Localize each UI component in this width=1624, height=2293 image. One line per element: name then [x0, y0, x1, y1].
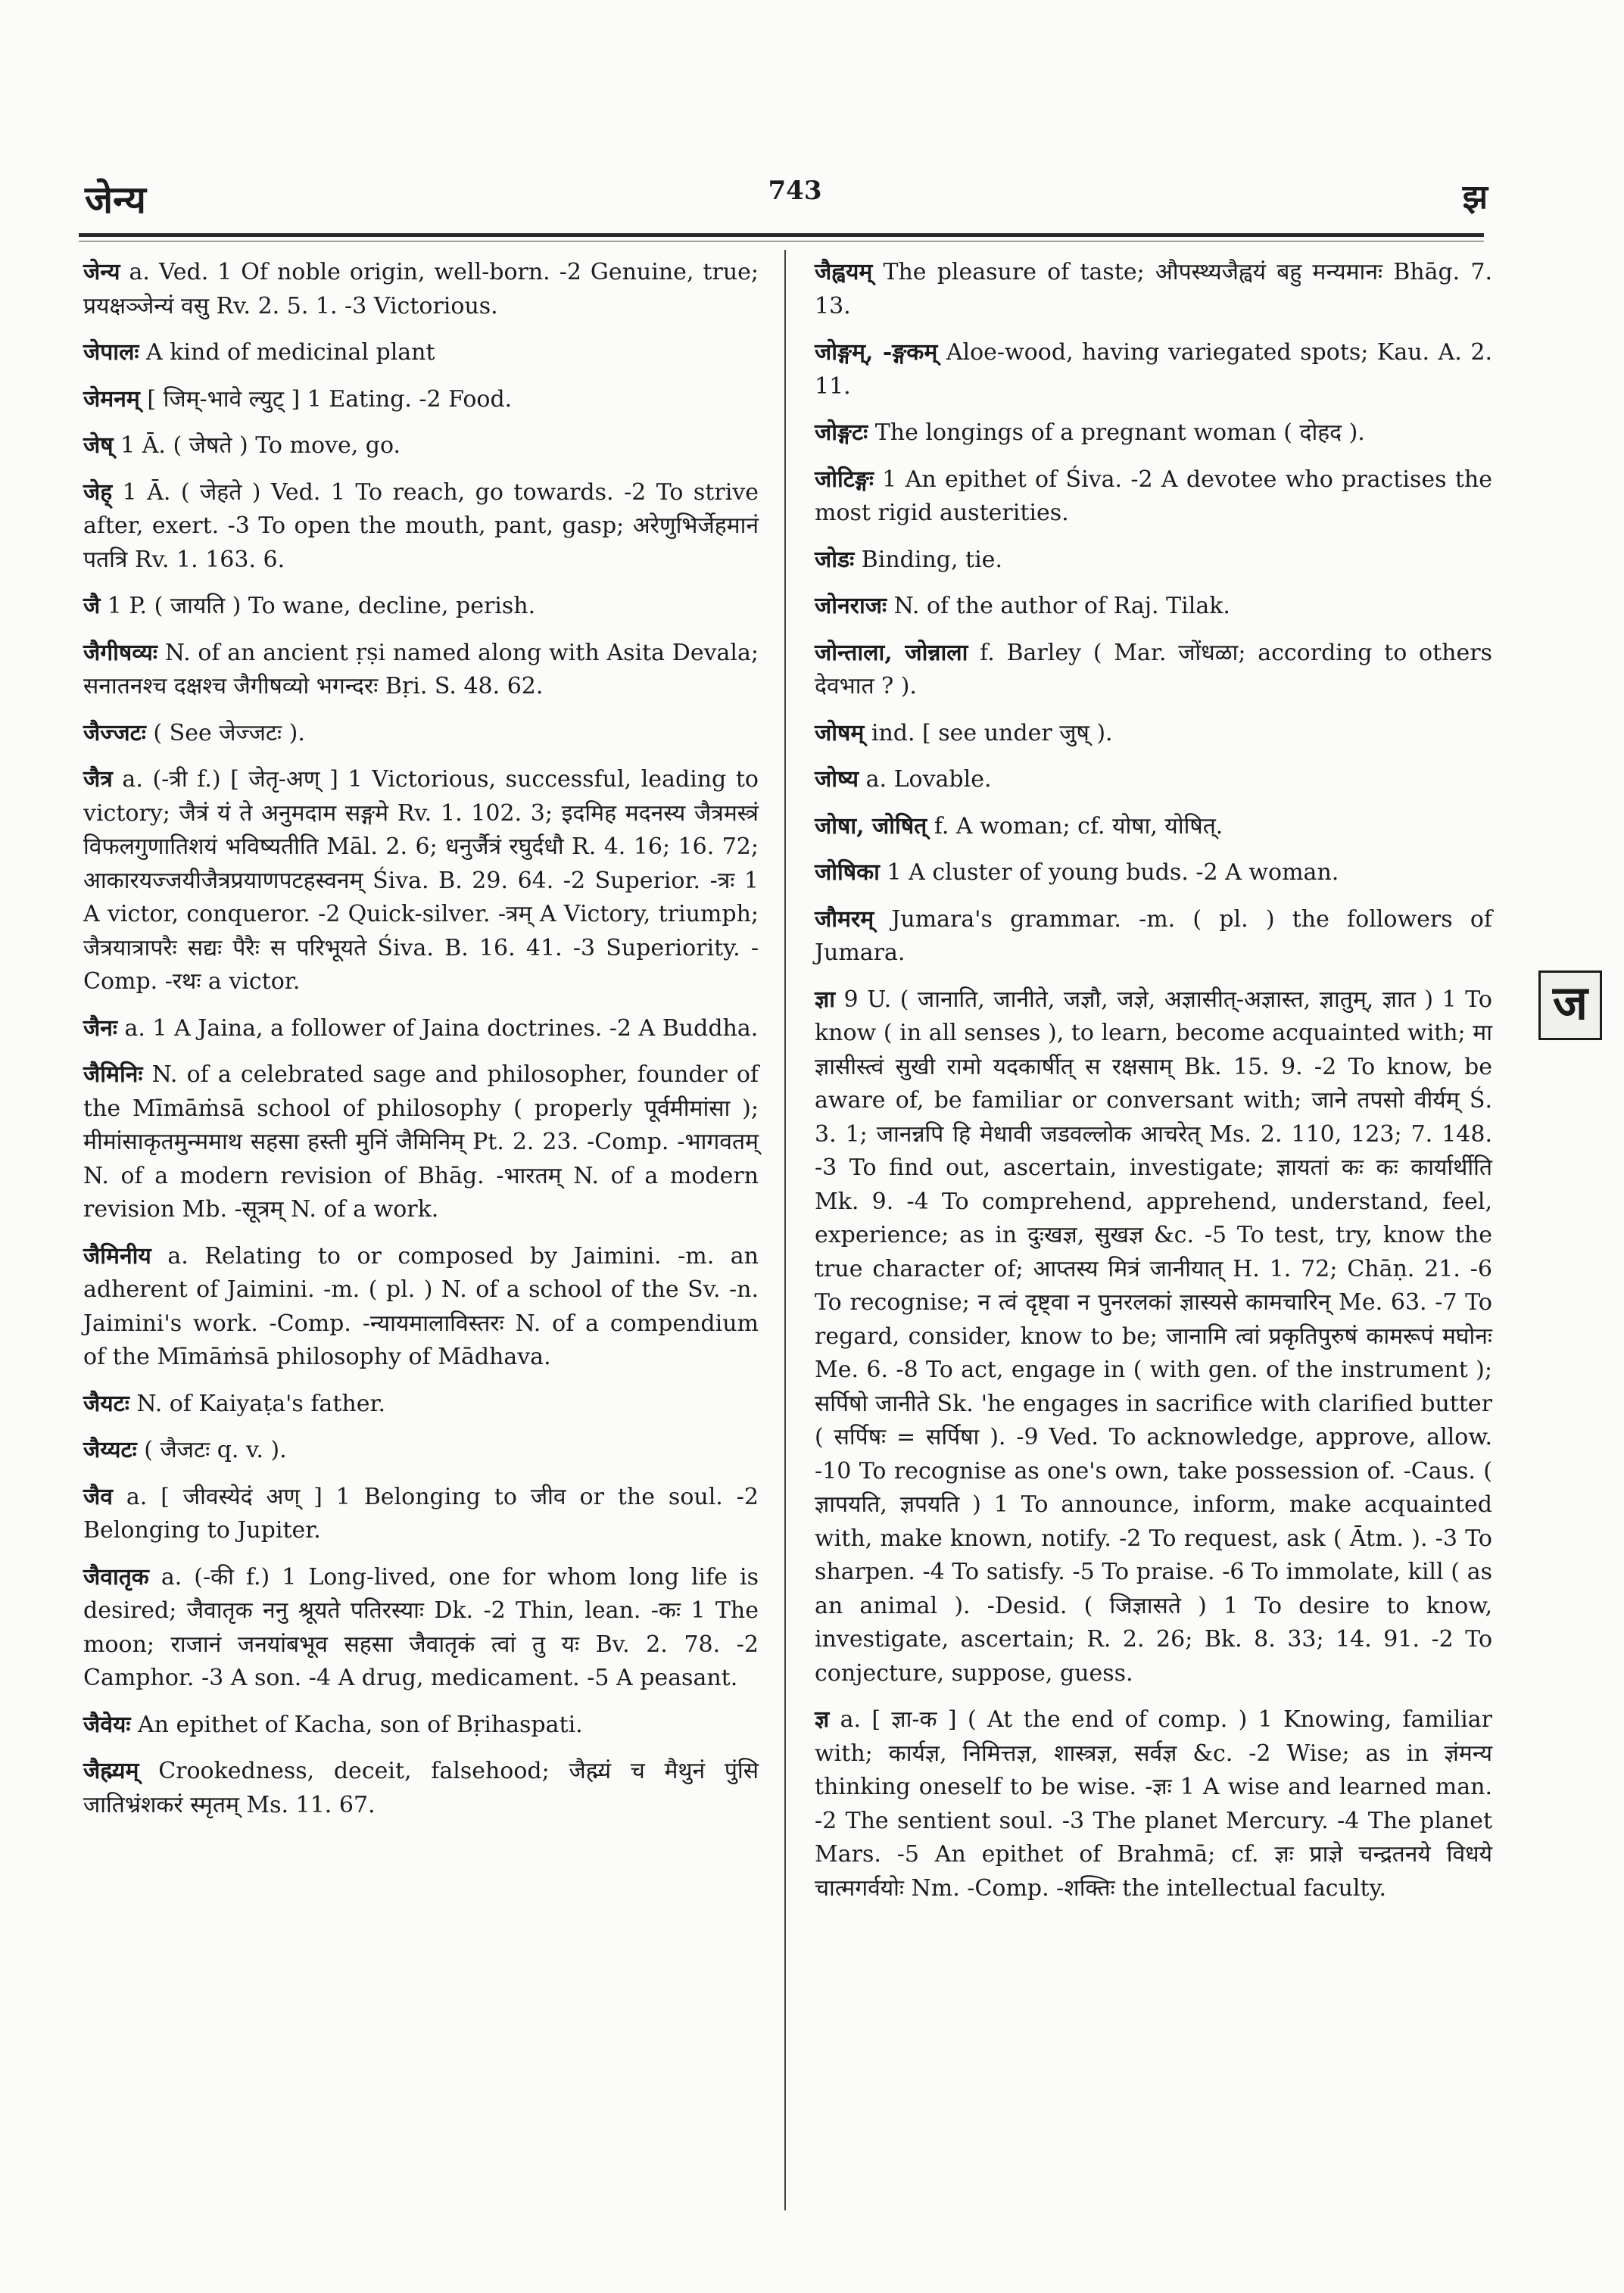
headword: जोङ्गम्, -ङ्गकम्: [815, 339, 938, 366]
dictionary-entry: [815, 856, 1492, 890]
definition-text: a. Ved. 1 Of noble origin, well-born. -2 Genuine, true; प्रयक्षञ्जेन्यं वसु Rv. 2. 5. 1. -3 Victorious.: [83, 259, 759, 319]
definition-text: [ जिम्-भावे ल्युट् ] 1 Eating. -2 Food.: [139, 385, 513, 413]
page-number: 743: [768, 176, 822, 206]
definition-text: N. of an ancient ṛṣi named along with Asita Devala; सनातनश्च दक्षश्च जैगीषव्यो भगन्दरः Bṛi. S. 48. 62.: [83, 639, 759, 699]
dictionary-entry: [815, 763, 1492, 797]
headword: जोष्य: [815, 766, 859, 793]
definition-text: 1 A cluster of young buds. -2 A woman.: [879, 859, 1339, 886]
dictionary-entry: [83, 476, 759, 578]
definition-text: 1 An epithet of Śiva. -2 A devotee who practises the most rigid austerities.: [815, 466, 1492, 526]
headword: जै: [83, 593, 101, 619]
headword: जैगीषव्यः: [83, 639, 157, 666]
guide-letter-right: झ: [1462, 178, 1488, 217]
headword: जैह्वयम्: [815, 259, 873, 285]
dictionary-entry: [815, 983, 1492, 1691]
definition-text: The longings of a pregnant woman ( दोहद ).: [868, 419, 1365, 446]
right-column: [815, 256, 1492, 1918]
headword: जेष्: [83, 432, 114, 459]
column-divider: [784, 250, 786, 2210]
definition-text: Jumara's grammar. -m. ( pl. ) the followers of Jumara.: [815, 905, 1492, 966]
header-rule-thick: [79, 233, 1484, 237]
dictionary-entry: [83, 429, 759, 463]
definition-text: ind. [ see under जुष् ).: [864, 719, 1113, 746]
dictionary-entry: [83, 1709, 759, 1743]
dictionary-entry: [83, 336, 759, 370]
definition-text: 1 Ā. ( जेषते ) To move, go.: [113, 432, 401, 459]
headword: जेह्: [83, 478, 113, 506]
dictionary-entry: [83, 1434, 759, 1468]
dictionary-entry: [83, 383, 759, 417]
headword: जैव: [83, 1483, 113, 1510]
headword: ज्ञ: [815, 1706, 830, 1733]
dictionary-entry: [83, 1755, 759, 1822]
dictionary-entry: [83, 1240, 759, 1375]
definition-text: N. of a celebrated sage and philosopher, founder of the Mīmāṁsā school of philosophy ( properly पूर्वमीमांसा ); मीमांसाकृतमुन्ममाथ सहसा हस्ती मुनिं जैमिनिम् Pt. 2. 23. -Comp. -भागवतम् N. of a modern revision of Bhāg. -भारतम् N. of a modern revision Mb. -सूत्रम् N. of a work.: [83, 1061, 759, 1223]
dictionary-entry: [815, 810, 1492, 844]
headword: जोषिका: [815, 859, 880, 886]
dictionary-entry: [83, 590, 759, 624]
dictionary-entry: [815, 416, 1492, 450]
dictionary-entry: [815, 590, 1492, 624]
definition-text: a. Lovable.: [859, 766, 992, 793]
dictionary-entry: [815, 256, 1492, 323]
definition-text: Crookedness, deceit, falsehood; जैह्म्यं च मैथुनं पुंसि जातिभ्रंशकरं स्मृतम् Ms. 11. 67.: [83, 1758, 759, 1818]
definition-text: a. 1 A Jaina, a follower of Jaina doctrines. -2 A Buddha.: [117, 1014, 759, 1042]
headword: जैवेयः: [83, 1711, 131, 1738]
definition-text: f. A woman; cf. योषा, योषित्.: [927, 812, 1223, 840]
dictionary-entry: [815, 637, 1492, 704]
page-header: [0, 173, 1624, 233]
headword: जेन्य: [83, 259, 120, 285]
headword: जैत्र: [83, 766, 113, 793]
headword: जोङ्गटः: [815, 419, 868, 446]
dictionary-entry: [815, 544, 1492, 578]
definition-text: N. of Kaiyaṭa's father.: [129, 1390, 386, 1417]
dictionary-entry: [83, 1388, 759, 1422]
dictionary-entry: [83, 1012, 759, 1046]
left-column: [83, 256, 759, 1835]
definition-text: Aloe-wood, having variegated spots; Kau. A. 2. 11.: [815, 339, 1493, 400]
definition-text: f. Barley ( Mar. जोंधळा; according to others देवभात ? ).: [815, 639, 1492, 699]
headword: जोषा, जोषित्: [815, 812, 927, 840]
dictionary-entry: [815, 903, 1492, 970]
section-thumb-tab: ज: [1538, 970, 1602, 1040]
definition-text: N. of the author of Raj. Tilak.: [887, 593, 1230, 619]
definition-text: a. (-त्री f.) [ जेतृ-अण् ] 1 Victorious, successful, leading to victory; जैत्रं यं ते अनुमदाम सङ्गमे Rv. 1. 102. 3; इदमिह मदनस्य जैत्रमस्त्रं विफलगुणातिशयं भविष्यतीति Māl. 2. 6; धनुर्जैत्रं रघुर्दधौ R. 4. 16; 16. 72; आकारयज्जयीजैत्रप्रयाणपटहस्वनम् Śiva. B. 29. 64. -2 Superior. -त्रः 1 A victor, conqueror. -2 Quick-silver. -त्रम् A Victory, triumph; जैत्रयात्रापरैः सद्यः पैरैः स परिभूयते Śiva. B. 16. 41. -3 Superiority. -Comp. -रथः a victor.: [83, 766, 759, 995]
definition-text: a. Relating to or composed by Jaimini. -m. an adherent of Jaimini. -m. ( pl. ) N. of a school of the Sv. -n. Jaimini's work. -Comp. -न्यायमालाविस्तरः N. of a compendium of the Mīmāṁsā philosophy of Mādhava.: [83, 1242, 759, 1370]
definition-text: A kind of medicinal plant: [139, 339, 435, 366]
definition-text: The pleasure of taste; औपस्थ्यजैह्वयं बहु मन्यमानः Bhāg. 7. 13.: [815, 259, 1492, 319]
dictionary-entry: [83, 717, 759, 751]
headword: जोषम्: [815, 719, 865, 746]
headword: जेपालः: [83, 339, 139, 366]
guide-word-left: जेन्य: [85, 177, 146, 222]
dictionary-entry: [83, 1561, 759, 1696]
definition-text: a. (-की f.) 1 Long-lived, one for whom long life is desired; जैवातृक ननु श्रूयते पतिरस्याः Dk. -2 Thin, lean. -कः 1 The moon; राजानं जनयांबभूव सहसा जैवातृकं त्वां तु यः Bv. 2. 78. -2 Camphor. -3 A son. -4 A drug, medicament. -5 A peasant.: [83, 1563, 759, 1691]
dictionary-entry: [815, 463, 1492, 531]
dictionary-entry: [83, 1058, 759, 1227]
headword: जैज्जटः: [83, 719, 146, 746]
dictionary-entry: [83, 256, 759, 323]
definition-text: 1 Ā. ( जेहते ) Ved. 1 To reach, go towards. -2 To strive after, exert. -3 To open the mouth, pant, gasp; अरेणुभिर्जेहमानं पतत्रि Rv. 1. 163. 6.: [83, 478, 759, 573]
definition-text: 1 P. ( जायति ) To wane, decline, perish.: [100, 593, 536, 619]
dictionary-entry: [83, 1481, 759, 1548]
headword: जैवातृक: [83, 1563, 149, 1590]
dictionary-entry: [815, 336, 1492, 403]
headword: जोन्ताला, जोन्नाला: [815, 639, 968, 666]
headword: जैय्यटः: [83, 1437, 137, 1463]
dictionary-entry: [83, 763, 759, 999]
dictionary-entry: [815, 717, 1492, 751]
headword: जोटिङ्गः: [815, 466, 874, 493]
dictionary-entry: [815, 1703, 1492, 1905]
headword: जोनराजः: [815, 593, 887, 619]
definition-text: Binding, tie.: [854, 546, 1002, 573]
headword: जेमनम्: [83, 385, 140, 413]
definition-text: An epithet of Kacha, son of Bṛihaspati.: [130, 1711, 583, 1738]
headword: जैयटः: [83, 1390, 129, 1417]
headword: ज्ञा: [815, 986, 835, 1013]
definition-text: ( जैजटः q. v. ).: [136, 1437, 287, 1463]
headword: जैमिनिः: [83, 1061, 143, 1088]
definition-text: ( See जेज्जटः ).: [145, 719, 305, 746]
dictionary-entry: [83, 637, 759, 704]
headword: जैनः: [83, 1014, 117, 1042]
definition-text: 9 U. ( जानाति, जानीते, जज्ञौ, जज्ञे, अज्ञासीत्-अज्ञास्त, ज्ञातुम्, ज्ञात ) 1 To know ( in all senses ), to learn, become acquainted with; मा ज्ञासीस्त्वं सुखी रामो यदकार्षीत् स रक्षसाम् Bk. 15. 9. -2 To know, be aware of, be familiar or conversant with; जाने तपसो वीर्यम् Ś. 3. 1; जानन्नपि हि मेधावी जडवल्लोक आचरेत् Ms. 2. 110, 123; 7. 148. -3 To find out, ascertain, investigate; ज्ञायतां कः कः कार्यार्थीति Mk. 9. -4 To comprehend, apprehend, understand, feel, experience; as in दुःखज्ञ, सुखज्ञ &c. -5 To test, try, know the true character of; आप्तस्य मित्रं जानीयात् H. 1. 72; Chāṇ. 21. -6 To recognise; न त्वं दृष्ट्वा न पुनरलकां ज्ञास्यसे कामचारिन् Me. 63. -7 To regard, consider, know to be; जानामि त्वां प्रकृतिपुरुषं कामरूपं मघोनः Me. 6. -8 To act, engage in ( with gen. of the instrument ); सर्पिषो जानीते Sk. 'he engages in sacrifice with clarified butter ( सर्पिषः = सर्पिषा ). -9 Ved. To acknowledge, approve, allow. -10 To recognise as one's own, take possession of. -Caus. ( ज्ञापयति, ज्ञपयति ) 1 To announce, inform, make acquainted with, make known, notify. -2 To request, ask ( Ātm. ). -3 To sharpen. -4 To satisfy. -5 To praise. -6 To immolate, kill ( as an animal ). -Desid. ( जिज्ञासते ) 1 To desire to know, investigate, ascertain; R. 2. 26; Bk. 8. 33; 14. 91. -2 To conjecture, suppose, guess.: [815, 986, 1492, 1687]
headword: जैमिनीय: [83, 1242, 151, 1270]
headword: जोडः: [815, 546, 855, 573]
headword: जौमरम्: [815, 905, 874, 933]
headword: जैह्म्यम्: [83, 1758, 139, 1784]
definition-text: a. [ ज्ञा-क ] ( At the end of comp. ) 1 Knowing, familiar with; कार्यज्ञ, निमित्तज्ञ, शास्त्रज्ञ, सर्वज्ञ &c. -2 Wise; as in ज्ञंमन्य thinking oneself to be wise. -ज्ञः 1 A wise and learned man. -2 The sentient soul. -3 The planet Mercury. -4 The planet Mars. -5 An epithet of Brahmā; cf. ज्ञः प्राज्ञे चन्द्रतनये विधये चात्मगर्वयोः Nm. -Comp. -शक्तिः the intellectual faculty.: [815, 1706, 1492, 1902]
definition-text: a. [ जीवस्येदं अण् ] 1 Belonging to जीव or the soul. -2 Belonging to Jupiter.: [83, 1483, 759, 1544]
